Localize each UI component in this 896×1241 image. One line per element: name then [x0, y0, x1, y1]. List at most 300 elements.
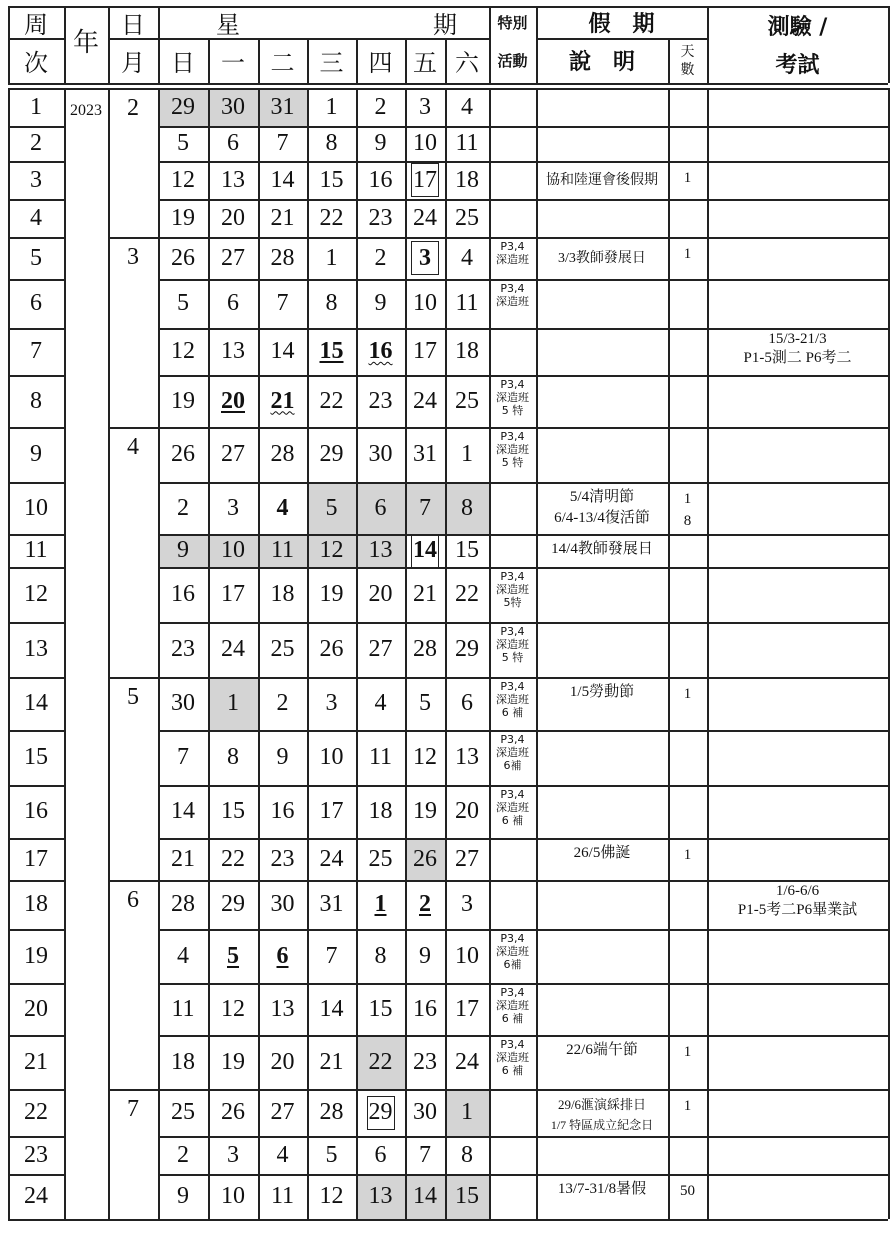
- date-number: 11: [455, 290, 479, 316]
- date-number: 3: [419, 93, 431, 120]
- date-number: 30: [413, 1099, 437, 1125]
- date-number: 28: [171, 891, 195, 917]
- date-cell: [445, 328, 489, 375]
- header-day-3: 三: [319, 51, 344, 77]
- holiday-days-value: 1: [683, 491, 692, 507]
- grid-line: [405, 38, 407, 83]
- date-number: 16: [368, 338, 393, 364]
- date-number: 15: [368, 995, 393, 1022]
- date-cell: [356, 983, 405, 1035]
- date-number: 24: [319, 845, 344, 872]
- month-label: 2: [127, 94, 139, 121]
- date-cell: [208, 567, 258, 622]
- date-cell: [356, 161, 405, 199]
- date-number: 18: [368, 798, 393, 824]
- grid-line: [158, 279, 888, 281]
- date-cell: [405, 677, 445, 730]
- date-cell: [208, 375, 258, 427]
- date-number: 23: [270, 845, 295, 872]
- holiday-description-line: 26/5佛誕: [573, 845, 631, 861]
- date-number: 1: [461, 441, 473, 467]
- date-cell: [356, 730, 405, 785]
- grid-line: [158, 199, 888, 201]
- grid-line: [356, 38, 358, 83]
- date-number: 13: [270, 995, 295, 1022]
- holiday-description: [536, 161, 668, 199]
- date-number: 5: [177, 290, 189, 316]
- date-cell: [158, 567, 208, 622]
- grid-line: [8, 730, 64, 732]
- week-number: 3: [30, 166, 42, 193]
- date-number: 20: [270, 1048, 295, 1075]
- date-cell: [307, 328, 356, 375]
- date-number: 6: [374, 1141, 387, 1168]
- date-cell: [158, 375, 208, 427]
- holiday-days-value: 1: [683, 847, 692, 863]
- date-cell: [445, 237, 489, 279]
- grid-line: [158, 622, 888, 624]
- grid-line: [668, 38, 670, 83]
- date-cell: [158, 427, 208, 482]
- header-special-2: 活動: [497, 52, 528, 70]
- date-cell: [158, 161, 208, 199]
- grid-line: [8, 38, 64, 40]
- date-number: 13: [221, 338, 245, 364]
- grid-line: [158, 785, 888, 787]
- date-cell: [445, 534, 489, 567]
- header-day-0: 日: [171, 51, 195, 77]
- date-cell: [405, 785, 445, 838]
- date-number: 17: [221, 581, 245, 607]
- date-number: 14: [270, 338, 295, 364]
- date-cell: [307, 567, 356, 622]
- date-number: 12: [171, 338, 195, 364]
- date-number: 2: [374, 93, 387, 120]
- date-cell: [258, 279, 307, 328]
- grid-line: [158, 328, 888, 330]
- week-number: 19: [24, 942, 48, 969]
- grid-line: [158, 427, 888, 429]
- date-cell: [405, 1136, 445, 1174]
- date-cell: [258, 730, 307, 785]
- date-number: 12: [413, 744, 437, 770]
- holiday-description-line: 14/4教師發展日: [551, 541, 653, 557]
- date-number: 22: [319, 204, 344, 231]
- date-number: 7: [276, 290, 289, 316]
- special-activity-line: P3,4: [500, 788, 525, 801]
- date-cell: [356, 929, 405, 983]
- week-number: 21: [24, 1048, 48, 1075]
- date-cell: [445, 427, 489, 482]
- date-number: 4: [461, 244, 473, 271]
- date-cell: [158, 199, 208, 237]
- date-number: 8: [325, 290, 338, 316]
- date-number: 29: [368, 1099, 393, 1125]
- date-cell: [356, 88, 405, 126]
- month-label: 4: [127, 433, 139, 460]
- grid-line: [158, 1219, 888, 1221]
- week-number: 15: [24, 744, 48, 770]
- date-number: 21: [171, 845, 195, 872]
- date-number: 27: [221, 441, 245, 467]
- grid-line: [8, 1174, 64, 1176]
- date-number: 11: [270, 537, 295, 563]
- date-cell: [208, 730, 258, 785]
- date-cell: [405, 1174, 445, 1219]
- date-number: 10: [221, 1183, 245, 1209]
- date-cell: [356, 279, 405, 328]
- date-cell: [258, 375, 307, 427]
- date-number: 29: [319, 441, 344, 467]
- holiday-days-value: 1: [683, 686, 692, 702]
- special-activity: [489, 730, 536, 785]
- date-number: 26: [413, 845, 437, 872]
- date-cell: [445, 88, 489, 126]
- holiday-description-line: 3/3教師發展日: [558, 250, 646, 266]
- date-number: 15: [319, 338, 344, 364]
- date-number: 4: [461, 93, 473, 120]
- week-number: 18: [24, 891, 48, 917]
- grid-line: [8, 6, 10, 83]
- date-cell: [356, 677, 405, 730]
- date-cell: [158, 983, 208, 1035]
- grid-line: [8, 785, 64, 787]
- date-cell: [158, 1035, 208, 1089]
- date-cell: [208, 482, 258, 534]
- date-number: 25: [368, 845, 393, 872]
- date-number: 4: [177, 942, 189, 969]
- grid-line: [405, 88, 407, 1219]
- special-activity-line: 5 特: [501, 456, 524, 469]
- grid-line: [158, 126, 888, 128]
- date-cell: [405, 983, 445, 1035]
- date-cell: [307, 126, 356, 161]
- date-cell: [258, 1136, 307, 1174]
- special-activity-line: 深造班: [496, 295, 529, 308]
- header-test-1: 測驗 /: [767, 14, 828, 40]
- grid-line: [158, 1035, 888, 1037]
- grid-line: [108, 237, 158, 239]
- week-number: 9: [30, 441, 42, 467]
- special-activity-line: 6 補: [501, 706, 524, 719]
- date-number: 2: [374, 244, 387, 271]
- date-number: 1: [461, 1099, 473, 1125]
- date-cell: [307, 730, 356, 785]
- date-number: 1: [325, 93, 338, 120]
- week-number: 5: [30, 244, 42, 271]
- date-number: 6: [227, 290, 239, 316]
- date-number: 16: [171, 581, 195, 607]
- special-activity: [489, 785, 536, 838]
- date-cell: [405, 375, 445, 427]
- grid-line: [445, 38, 447, 83]
- header-weekday-title-1: 星: [216, 12, 240, 39]
- date-cell: [208, 279, 258, 328]
- date-cell: [307, 1089, 356, 1136]
- holiday-description-line: 協和陸運會後假期: [546, 172, 658, 188]
- date-number: 6: [276, 942, 289, 969]
- week-number: 2: [30, 130, 42, 156]
- date-number: 13: [455, 744, 479, 770]
- week-number: 6: [30, 290, 42, 316]
- grid-line: [668, 88, 670, 1219]
- date-cell: [405, 880, 445, 929]
- grid-line: [445, 88, 447, 1219]
- header-desc: 說 明: [568, 50, 635, 75]
- date-number: 6: [227, 130, 239, 156]
- grid-line: [536, 88, 538, 1219]
- date-number: 18: [270, 581, 295, 607]
- date-cell: [258, 983, 307, 1035]
- week-number: 12: [24, 581, 48, 607]
- date-cell: [307, 534, 356, 567]
- special-activity-line: 深造班: [496, 999, 529, 1012]
- date-number: 6: [374, 494, 387, 521]
- date-number: 5: [227, 942, 239, 969]
- date-cell: [208, 1089, 258, 1136]
- date-cell: [405, 838, 445, 880]
- date-number: 12: [221, 995, 245, 1022]
- holiday-description: [536, 838, 668, 880]
- date-number: 18: [171, 1048, 195, 1075]
- date-number: 30: [270, 891, 295, 917]
- date-number: 12: [319, 1183, 344, 1209]
- header-test-2: 考試: [775, 53, 820, 78]
- date-number: 9: [177, 1183, 189, 1209]
- grid-line: [356, 88, 358, 1219]
- holiday-description: [536, 482, 668, 534]
- week-number: 23: [24, 1141, 48, 1168]
- date-cell: [208, 161, 258, 199]
- date-number: 16: [368, 166, 393, 193]
- date-box-outline: [411, 534, 439, 568]
- special-activity-line: 深造班: [496, 693, 529, 706]
- holiday-days-value: 50: [680, 1183, 695, 1199]
- header-month-1: 日: [121, 12, 145, 39]
- date-number: 14: [270, 166, 295, 193]
- date-number: 13: [221, 166, 245, 193]
- date-number: 16: [270, 798, 295, 824]
- date-number: 13: [368, 1183, 393, 1209]
- date-cell: [405, 279, 445, 328]
- date-cell: [208, 785, 258, 838]
- date-cell: [208, 88, 258, 126]
- date-number: 23: [413, 1048, 437, 1075]
- date-cell: [258, 161, 307, 199]
- grid-line: [536, 38, 707, 40]
- date-number: 4: [374, 690, 387, 716]
- grid-line: [489, 6, 491, 83]
- date-cell: [307, 1035, 356, 1089]
- date-cell: [445, 126, 489, 161]
- date-number: 10: [319, 744, 344, 770]
- date-number: 5: [325, 1141, 338, 1168]
- month-label: 7: [127, 1095, 139, 1122]
- special-activity: [489, 375, 536, 427]
- date-number: 28: [270, 244, 295, 271]
- date-cell: [208, 126, 258, 161]
- date-number: 20: [455, 798, 479, 824]
- date-number: 4: [276, 1141, 289, 1168]
- holiday-description-line: 22/6端午節: [566, 1042, 638, 1058]
- date-cell: [445, 929, 489, 983]
- special-activity: [489, 1035, 536, 1089]
- date-number: 24: [221, 636, 245, 662]
- special-activity-line: 深造班: [496, 1051, 529, 1064]
- date-number: 21: [413, 581, 437, 607]
- date-cell: [307, 929, 356, 983]
- special-activity: [489, 237, 536, 279]
- grid-line: [64, 1219, 158, 1221]
- date-cell: [258, 237, 307, 279]
- date-number: 24: [455, 1048, 479, 1075]
- grid-line: [8, 482, 64, 484]
- grid-line: [8, 88, 888, 90]
- date-cell: [445, 1136, 489, 1174]
- date-number: 17: [413, 338, 437, 364]
- date-number: 16: [413, 995, 437, 1022]
- grid-line: [108, 677, 158, 679]
- date-number: 4: [276, 494, 289, 521]
- date-cell: [356, 534, 405, 567]
- date-cell: [208, 929, 258, 983]
- date-number: 25: [171, 1099, 195, 1125]
- grid-line: [158, 6, 160, 83]
- date-number: 9: [276, 744, 289, 770]
- date-cell: [445, 482, 489, 534]
- grid-line: [158, 1136, 888, 1138]
- date-number: 25: [270, 636, 295, 662]
- holiday-days-value: 1: [683, 170, 692, 186]
- holiday-days-count: [668, 237, 707, 279]
- date-number: 11: [368, 744, 393, 770]
- date-number: 15: [319, 166, 344, 193]
- date-number: 18: [455, 338, 479, 364]
- date-number: 3: [325, 690, 338, 716]
- date-box-outline: [411, 241, 439, 275]
- date-cell: [158, 279, 208, 328]
- date-number: 24: [413, 204, 437, 231]
- holiday-days-value: 1: [683, 246, 692, 262]
- date-cell: [208, 427, 258, 482]
- holiday-description-line: 1/5勞動節: [569, 684, 635, 700]
- grid-line: [158, 730, 888, 732]
- date-cell: [258, 622, 307, 677]
- grid-line: [8, 929, 64, 931]
- grid-line: [158, 161, 888, 163]
- special-activity-line: 深造班: [496, 391, 529, 404]
- date-number: 6: [461, 690, 473, 716]
- grid-line: [8, 126, 64, 128]
- header-day-1: 一: [221, 51, 245, 77]
- special-activity-line: 6 補: [501, 1012, 524, 1025]
- date-number: 11: [171, 995, 195, 1022]
- date-cell: [258, 534, 307, 567]
- date-number: 2: [177, 1141, 189, 1168]
- date-cell: [405, 929, 445, 983]
- special-activity: [489, 427, 536, 482]
- special-activity-line: 5特: [503, 596, 522, 609]
- date-number: 3: [227, 494, 239, 521]
- grid-line: [8, 328, 64, 330]
- date-cell: [307, 279, 356, 328]
- holiday-description: [536, 237, 668, 279]
- date-cell: [208, 622, 258, 677]
- grid-line: [8, 838, 64, 840]
- week-number: 14: [24, 690, 48, 716]
- date-number: 8: [227, 744, 239, 770]
- month-label: 6: [127, 886, 139, 913]
- date-cell: [258, 929, 307, 983]
- special-activity-line: P3,4: [500, 570, 525, 583]
- special-activity: [489, 929, 536, 983]
- date-cell: [258, 328, 307, 375]
- date-cell: [356, 482, 405, 534]
- date-cell: [405, 88, 445, 126]
- date-cell: [208, 534, 258, 567]
- holiday-days-count: [668, 1174, 707, 1219]
- date-number: 20: [221, 204, 245, 231]
- date-number: 8: [374, 942, 387, 969]
- grid-line: [208, 38, 210, 83]
- date-cell: [208, 1035, 258, 1089]
- date-cell: [307, 1174, 356, 1219]
- date-number: 10: [455, 942, 479, 969]
- date-cell: [356, 785, 405, 838]
- date-number: 28: [270, 441, 295, 467]
- date-number: 3: [419, 244, 431, 271]
- grid-line: [8, 534, 64, 536]
- date-number: 19: [171, 204, 195, 231]
- date-number: 26: [171, 441, 195, 467]
- special-activity: [489, 677, 536, 730]
- date-number: 10: [221, 537, 245, 563]
- date-cell: [158, 88, 208, 126]
- date-number: 14: [171, 798, 195, 824]
- special-activity-line: 6 補: [501, 1064, 524, 1077]
- special-activity-line: 6補: [503, 759, 522, 772]
- header-week-1: 周: [24, 12, 48, 39]
- date-number: 3: [227, 1141, 239, 1168]
- date-number: 19: [221, 1048, 245, 1075]
- date-number: 3: [461, 891, 473, 917]
- date-cell: [307, 237, 356, 279]
- week-number: 8: [30, 387, 42, 414]
- date-number: 27: [455, 845, 479, 872]
- date-cell: [258, 126, 307, 161]
- date-number: 27: [368, 636, 393, 662]
- week-number: 1: [30, 93, 42, 120]
- date-number: 14: [413, 537, 437, 563]
- date-cell: [258, 88, 307, 126]
- date-number: 27: [221, 244, 245, 271]
- date-number: 19: [413, 798, 437, 824]
- date-cell: [158, 730, 208, 785]
- grid-line: [8, 427, 64, 429]
- grid-line: [536, 6, 538, 83]
- date-number: 26: [319, 636, 344, 662]
- date-cell: [307, 1136, 356, 1174]
- special-activity-line: 深造班: [496, 801, 529, 814]
- date-cell: [356, 427, 405, 482]
- grid-line: [158, 567, 888, 569]
- date-number: 5: [177, 130, 189, 156]
- special-activity-line: 深造班: [496, 443, 529, 456]
- date-number: 24: [413, 387, 437, 414]
- holiday-days-count: [668, 677, 707, 730]
- holiday-days-value: 1: [683, 1044, 692, 1060]
- date-cell: [445, 730, 489, 785]
